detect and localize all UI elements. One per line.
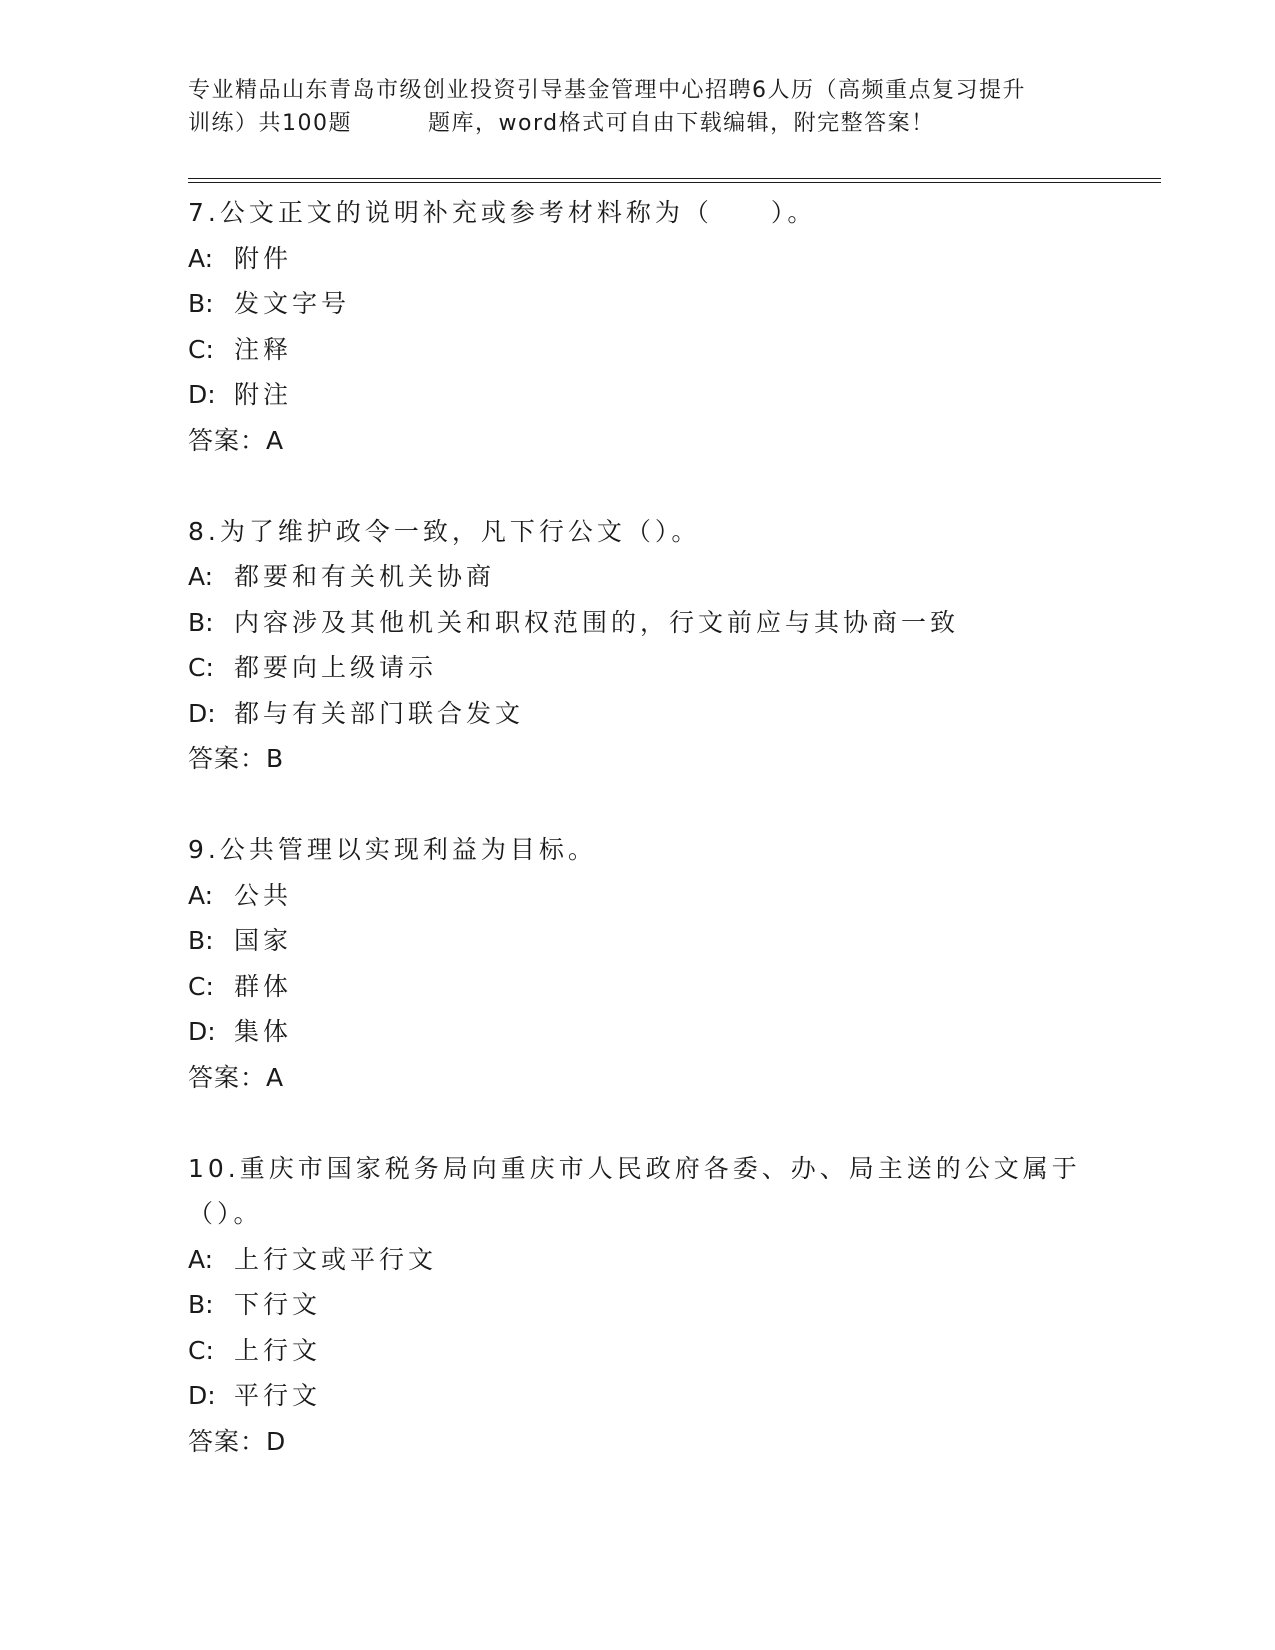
header-divider-bottom	[188, 182, 1161, 183]
option-text: 下行文	[234, 1290, 322, 1319]
option-text: 都要和有关机关协商	[234, 562, 496, 591]
question-stem-part-a: 9.公共管理以实现	[188, 835, 423, 864]
option-a	[188, 873, 1088, 919]
option-letter: A:	[188, 562, 214, 591]
answer-line: 答案：A	[188, 425, 285, 455]
option-d	[188, 1009, 1088, 1055]
option-c	[188, 645, 1088, 691]
option-b	[188, 1282, 1088, 1328]
option-letter: D:	[188, 380, 216, 409]
option-b	[188, 600, 1088, 646]
option-a	[188, 1237, 1088, 1283]
option-letter: C:	[188, 971, 214, 1001]
option-letter: A:	[188, 880, 214, 910]
question-7	[188, 190, 1088, 463]
answer-line: 答案：B	[188, 744, 285, 773]
question-stem: 8.为了维护政令一致，凡下行公文（）。	[188, 516, 701, 546]
question-stem: 7.公文正文的说明补充或参考材料称为（ ）。	[188, 198, 817, 227]
question-stem-line-1: 10.重庆市国家税务局向重庆市人民政府各委、办、局主送的公文属于	[188, 1153, 1081, 1183]
option-text: 附件	[234, 243, 293, 273]
option-letter: A:	[188, 1244, 214, 1274]
header-line-1: 专业精品山东青岛市级创业投资引导基金管理中心招聘6人历（高频重点复习提升	[188, 78, 1026, 103]
option-letter: B:	[188, 1290, 214, 1319]
option-letter: B:	[188, 607, 214, 637]
option-text: 群体	[234, 971, 293, 1001]
option-text: 国家	[234, 926, 293, 955]
option-text: 都要向上级请示	[234, 653, 438, 682]
option-a	[188, 554, 1088, 600]
option-d	[188, 691, 1088, 737]
option-letter: B:	[188, 289, 214, 318]
option-text: 注释	[234, 334, 293, 364]
option-c	[188, 1328, 1088, 1374]
option-b	[188, 918, 1088, 964]
option-c	[188, 964, 1088, 1010]
header-line-2-part-b: 题库，word格式可自由下载编辑，附完整答案！	[428, 111, 935, 136]
option-letter: D:	[188, 1381, 216, 1410]
option-text: 内容涉及其他机关和职权范围的，行文前应与其协商一致	[234, 607, 960, 637]
question-8	[188, 509, 1088, 782]
option-text: 上行文	[234, 1335, 322, 1365]
option-text: 集体	[234, 1017, 293, 1046]
option-letter: C:	[188, 334, 214, 364]
option-text: 发文字号	[234, 289, 351, 318]
question-stem-part-b: 利益为目标。	[422, 835, 597, 864]
document-header	[188, 74, 1088, 140]
option-text: 附注	[234, 380, 293, 409]
option-b	[188, 281, 1088, 327]
question-9	[188, 827, 1088, 1100]
question-10	[188, 1146, 1088, 1465]
option-text: 公共	[234, 880, 293, 910]
question-stem	[188, 827, 1088, 873]
option-c	[188, 327, 1088, 373]
option-text: 都与有关部门联合发文	[234, 698, 525, 728]
header-line-2	[188, 107, 1088, 140]
option-letter: D:	[188, 698, 216, 728]
option-text: 上行文或平行文	[234, 1244, 438, 1274]
header-divider-top	[188, 178, 1161, 179]
option-letter: A:	[188, 243, 214, 273]
option-d	[188, 372, 1088, 418]
option-letter: C:	[188, 653, 214, 682]
header-line-2-part-a: 训练）共100题	[188, 111, 352, 136]
option-letter: C:	[188, 1335, 214, 1365]
answer-line: 答案：D	[188, 1426, 287, 1456]
question-stem-line-2: （）。	[188, 1199, 263, 1228]
answer-line: 答案：A	[188, 1062, 285, 1092]
option-a	[188, 236, 1088, 282]
option-text: 平行文	[234, 1381, 322, 1410]
question-list	[188, 190, 1088, 1464]
option-letter: D:	[188, 1017, 216, 1046]
option-d	[188, 1373, 1088, 1419]
option-letter: B:	[188, 926, 214, 955]
